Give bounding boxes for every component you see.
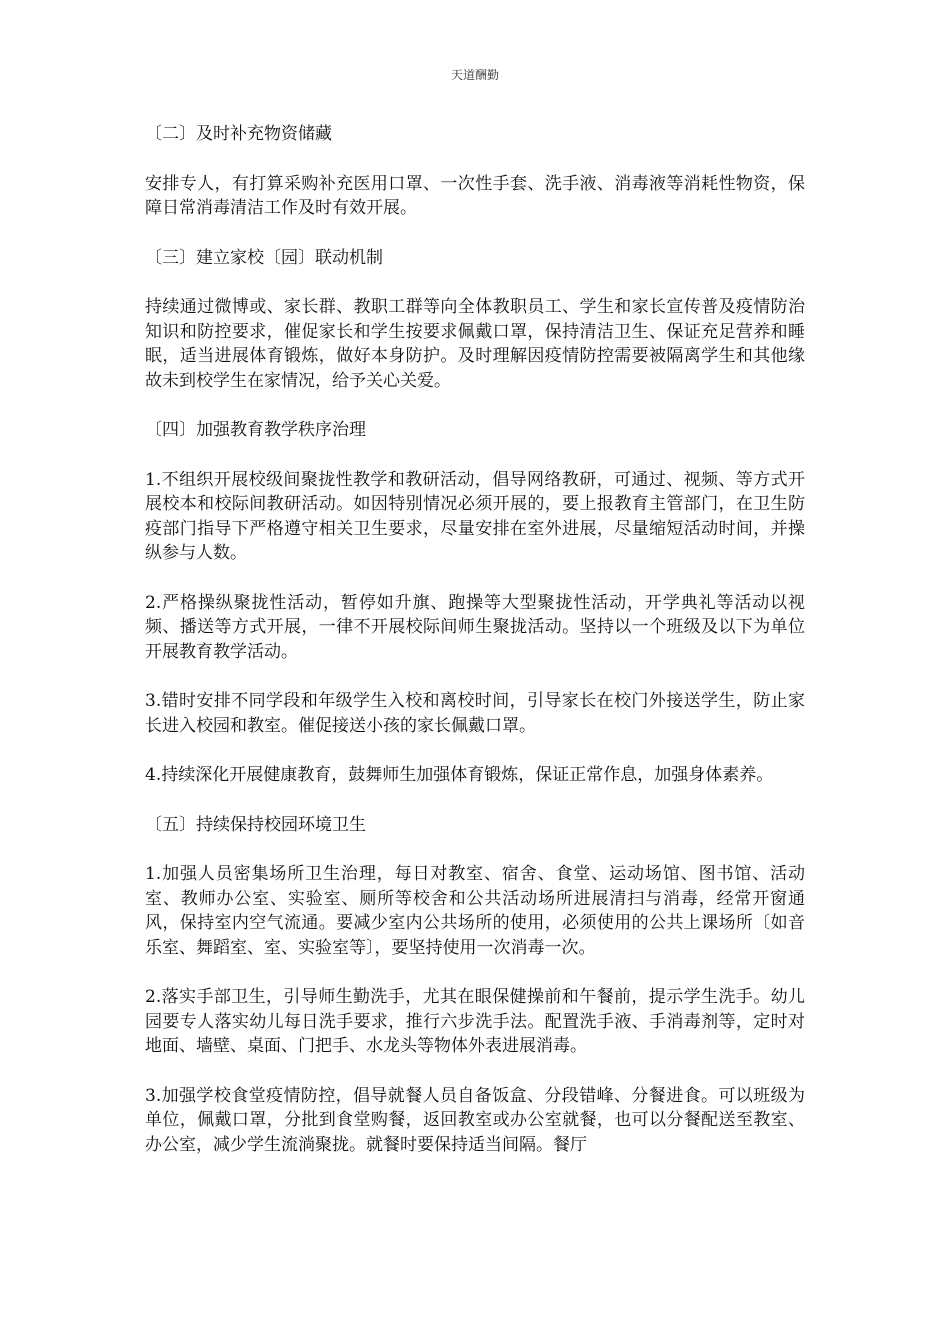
section-heading: 〔二〕及时补充物资储藏 <box>145 124 332 144</box>
paragraph: 4.持续深化开展健康教育，鼓舞师生加强体育锻炼，保证正常作息，加强身体素养。 <box>145 765 774 785</box>
section-heading: 〔五〕持续保持校园环境卫生 <box>145 814 366 835</box>
paragraph: 1.加强人员密集场所卫生治理，每日对教室、宿舍、食堂、运动场馆、图书馆、活动室、教师办公室、实验室、厕所等校舍和公共活动场所进展清扫与消毒，经常开窗通风，保持室内空气流通。要减少室内公共场所的使用，必须使用的公共上课场所〔如音乐室、舞蹈室、室、实验室等〕，要坚持使用一次消毒一次。 <box>145 864 805 958</box>
paragraph: 1.不组织开展校级间聚拢性教学和教研活动，倡导网络教研，可通过、视频、等方式开展校本和校际间教研活动。如因特别情况必须开展的，要上报教育主管部门，在卫生防疫部门指导下严格遵守相关卫生要求，尽量安排在室外进展，尽量缩短活动时间，并操纵参与人数。 <box>145 469 805 563</box>
document-body <box>145 122 805 1182</box>
paragraph: 3.错时安排不同学段和年级学生入校和离校时间，引导家长在校门外接送学生，防止家长进入校园和教室。催促接送小孩的家长佩戴口罩。 <box>145 691 805 736</box>
paragraph: 2.严格操纵聚拢性活动，暂停如升旗、跑操等大型聚拢性活动，开学典礼等活动以视频、播送等方式开展，一律不开展校际间师生聚拢活动。坚持以一个班级及以下为单位开展教育教学活动。 <box>145 592 805 662</box>
paragraph: 安排专人，有打算采购补充医用口罩、一次性手套、洗手液、消毒液等消耗性物资，保障日常消毒清洁工作及时有效开展。 <box>145 173 805 218</box>
page-header: 天道酬勤 <box>450 68 499 82</box>
section-heading: 〔三〕建立家校〔园〕联动机制 <box>145 247 383 268</box>
paragraph: 2.落实手部卫生，引导师生勤洗手，尤其在眼保健操前和午餐前，提示学生洗手。幼儿园要专人落实幼儿每日洗手要求，推行六步洗手法。配置洗手液、手消毒剂等，定时对地面、墙壁、桌面、门把手、水龙头等物体外表进展消毒。 <box>145 987 805 1056</box>
section-heading: 〔四〕加强教育教学秩序治理 <box>145 420 366 440</box>
paragraph: 3.加强学校食堂疫情防控，倡导就餐人员自备饭盒、分段错峰、分餐进食。可以班级为单位，佩戴口罩，分批到食堂购餐，返回教室或办公室就餐，也可以分餐配送至教室、办公室，减少学生流淌聚拢。就餐时要保持适当间隔。餐厅 <box>145 1085 805 1155</box>
paragraph: 持续通过微博或、家长群、教职工群等向全体教职员工、学生和家长宣传普及疫情防治知识和防控要求，催促家长和学生按要求佩戴口罩，保持清洁卫生、保证充足营养和睡眠，适当进展体育锻炼，做好本身防护。及时理解因疫情防控需要被隔离学生和其他缘故未到校学生在家情况，给予关心关爱。 <box>145 297 805 391</box>
